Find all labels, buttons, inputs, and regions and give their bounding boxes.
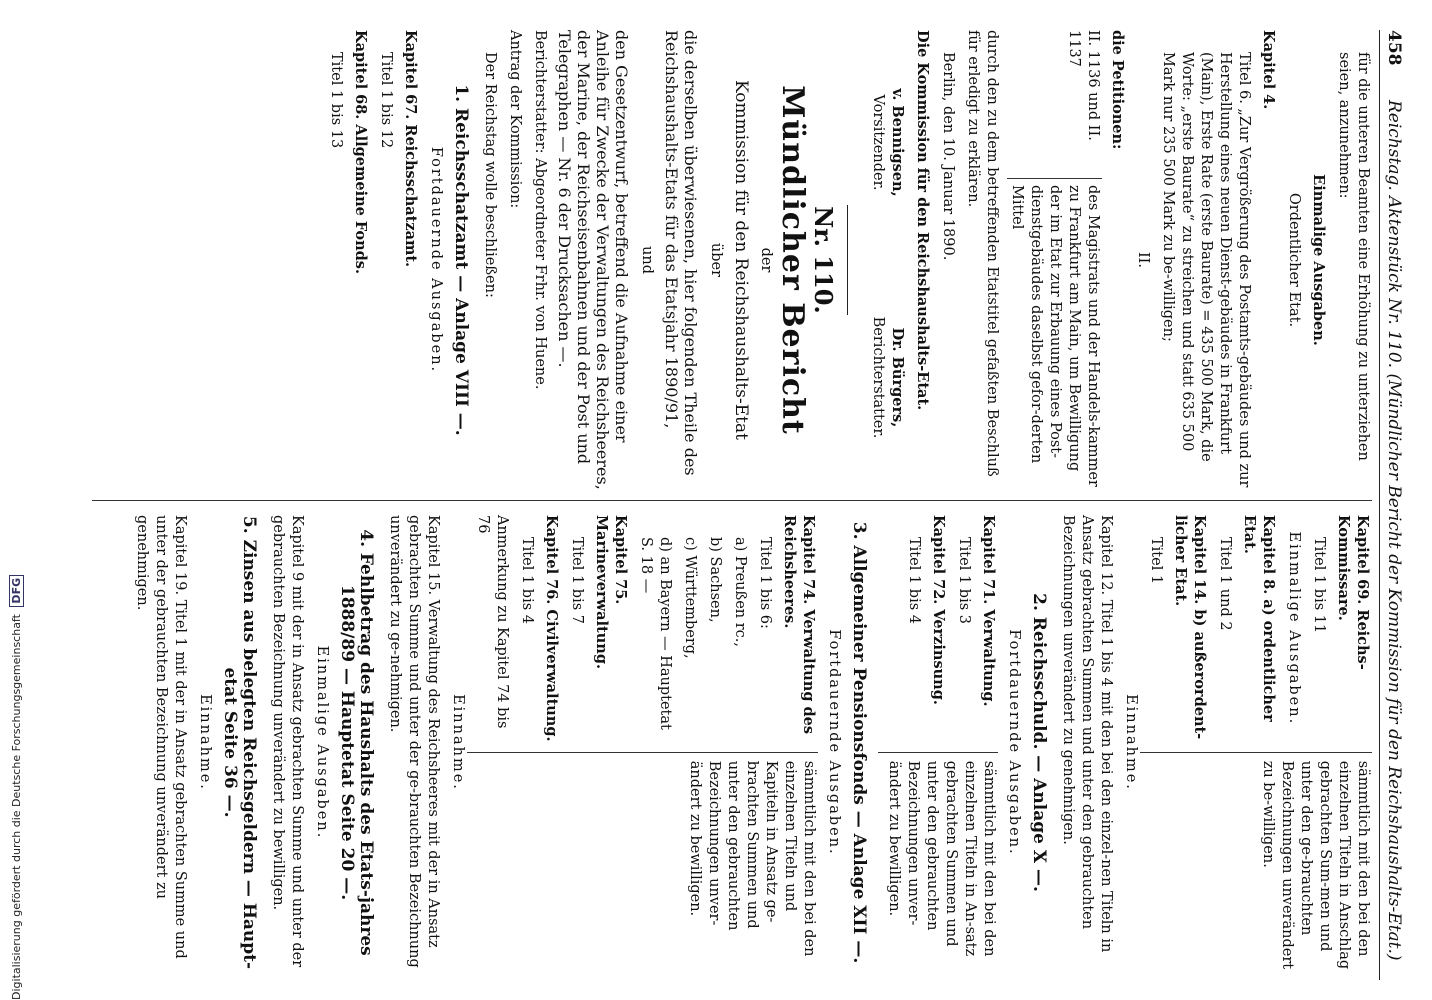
dfg-logo: DFG [9,575,24,607]
kapitel-71: Kapitel 71. Verwaltung. [980,515,997,707]
running-header [1380,30,1404,980]
section-1-heading: 1. Reichsschatzamt — Anlage VIII —. [451,84,471,436]
der-text: der [758,247,774,273]
kapitel-74-a: a) Preußen rc., [732,537,748,648]
kapitel-71-titel: Titel 1 bis 3 [956,537,972,624]
header-rule [1379,30,1380,980]
kapitel-74-d: d) an Bayern — Hauptetat S. 18 — [638,537,673,730]
fortdauernde-3: Fortdauernde Ausgaben. [826,629,842,856]
kapitel-8: Kapitel 8. a) ordentlicher Etat. [1241,515,1277,722]
chair-role: Vorsitzender. [870,94,886,191]
fortdauernde-2: Fortdauernde Ausgaben. [1006,629,1022,856]
einmalige-2: Einmalige Ausgaben. [1286,531,1302,726]
einnahme-2: Einnahme. [450,694,466,791]
einnahme-1: Einnahme. [1123,694,1139,791]
kapitel-4-text: Titel 6. „Zur Vergrößerung des Postamts-gebäudes und zur Herstellung eines neuen Dienst-gebäudes in Frankfurt (Main), Erste Rate (erste Baurate) = 435 500 Mark, die Worte: „erste Baurate“ zu streichen und statt 635 500 Mark nur 235 500 Mark zu be-willigen; [1160,52,1252,488]
haushaltsetat-text: die derselben überwiesenen, hier folgenden Theile des Reichshaushalts-Etats für das Etatsjahr 1890/91, [662,30,700,476]
kapitel-74-c: c) Württemberg, [682,537,698,659]
kapitel-74-76-resolution: sämmtlich mit den bei den einzelnen Titeln und Kapiteln in Ansatz ge-brachten Summen und unter den gebrauchten Bezeichnungen unver-ändert zu bewilligen. [687,760,817,957]
kapitel-14: Kapitel 14. b) außerordent-licher Etat. [1172,515,1208,740]
kapitel-75-titel: Titel 1 bis 7 [569,537,585,624]
kapitel-8-titel: Titel 1 und 2 [1217,537,1233,631]
petitionen-resolution: durch den zu dem betreffenden Etatstitel gefaßten Beschluß für erledigt zu erklären. [965,30,1000,477]
right-column [126,515,1372,970]
kapitel-71-72-resolution: sämmtlich mit den bei den einzelnen Titeln in An-satz gebrachten Summen und unter den gebrauchten Bezeichnungen unver-ändert zu bewilligen. [886,760,997,957]
section-4-heading: 4. Fehlbetrag des Haushalts des Etats-jahres 1888/89 — Hauptetat Seite 20 —. [337,529,376,956]
anmerkung: Anmerkung zu Kapitel 74 bis 76 [475,515,510,729]
reporter-role: Berichterstatter. [870,316,886,439]
ueber-text: über [708,242,724,278]
reporter-signature [868,265,907,490]
page-number: 458 [1384,30,1404,66]
gesetzentwurf-text: den Gesetzentwurf, betreffend die Aufnahme einer Anleihe für Zwecke der Verwaltungen des Reichsheeres, der Marine, der Reichseisenbahnen und der Post und Telegraphen — Nr. 6 der Drucksachen —. [555,30,631,490]
document-number: Nr. 110. [809,206,838,314]
kommission-signature: Die Kommission für den Reichshaushalts-Etat. [914,30,931,411]
kapitel-68: Kapitel 68. Allgemeine Fonds. [352,30,369,274]
berichterstatter-line: Berichterstatter: Abgeordneter Frhr. von Huene. [532,30,548,390]
section-2-heading: 2. Reichsschuld. — Anlage X —. [1029,593,1049,892]
kapitel-69-block [1140,515,1372,970]
einnahme-5: Einnahme. [197,694,213,791]
chair-name: v. Bennigsen, [889,88,906,197]
section-3-heading: 3. Allgemeiner Pensionsfonds — Anlage XII —. [849,521,869,964]
signatures [862,30,907,490]
kapitel-67: Kapitel 67. Reichsschatzamt. [402,30,419,268]
reporter-name: Dr. Bürgers, [889,327,906,428]
document-title: Mündlicher Bericht [775,85,810,435]
kapitel-74-76-block [467,515,818,970]
kapitel-72: Kapitel 72. Verzinsung. [930,515,947,705]
kapitel-9: Kapitel 9 mit der in Ansatz gebrachten Summe und unter der gebrauchten Bezeichnung unverändert zu bewilligen. [270,515,305,968]
heading-einmalige: Einmalige Ausgaben. [1310,174,1327,346]
left-column [320,30,1372,490]
kapitel-72-titel: Titel 1 bis 4 [906,537,922,624]
kapitel-76: Kapitel 76. Civilverwaltung. [543,515,560,742]
und-text: und [639,246,655,274]
heading-ordentlicher: Ordentlicher Etat. [1286,192,1302,328]
kapitel-67-titel: Titel 1 bis 12 [378,52,394,149]
kapitel-4-heading: Kapitel 4. [1260,30,1277,110]
kommission-title: Kommission für den Reichshaushalts-Etat [731,80,751,440]
roman-ii: II. [1135,251,1151,269]
kapitel-71-72-block [878,515,998,970]
petitionen-numbers: II. 1136 und II. 1137 [1066,30,1101,141]
digitization-text: Digitalisierung gefördert durch die Deutsche Forschungsgemeinschaft [10,614,23,1000]
petitionen-block [1001,30,1102,490]
kapitel-12: Kapitel 12. Titel 1 bis 4 mit den bei den einzel-nen Titeln in Ansatz gebrachten Summen und unter den gebrauchten Bezeichnungen unverändert zu genehmigen. [1060,515,1114,953]
fortdauernde-1: Fortdauernde Ausgaben. [428,146,444,374]
antrag-line: Antrag der Kommission: [507,30,523,209]
kapitel-15: Kapitel 15. Verwaltung des Reichsheeres mit der in Ansatz gebrachten Summe und unter der ge-brauchten Bezeichnung unverändert zu ge-nehmigen. [387,515,441,968]
kapitel-14-titel: Titel 1 [1148,537,1164,585]
kapitel-69-resolution: sämmtlich mit den bei den einzelnen Titeln in Anschlag gebrachten Sum-men und unter den ge-brauchten Bezeichnungen unverändert zu be-willigen. [1260,760,1371,970]
kapitel-19: Kapitel 19. Titel 1 mit der in Ansatz gebrachten Summe und unter der gebrauchten Bezeichnung unverändert zu genehmigen. [134,515,188,959]
kapitel-69-titel: Titel 1 bis 11 [1311,537,1327,634]
kapitel-74: Kapitel 74. Verwaltung des Reichsheeres. [781,515,817,735]
einmalige-4: Einmalige Ausgaben. [314,645,330,840]
chair-signature [868,30,907,255]
intro-text: für die unteren Beamten eine Erhöhung zu unterziehen seien, anzunehmen: [1336,52,1371,461]
kapitel-74-b: b) Sachsen, [707,537,723,623]
date-line: Berlin, den 10. Januar 1890. [940,52,956,261]
kapitel-74-titel: Titel 1 bis 6: [757,537,773,629]
kapitel-75: Kapitel 75. Marineverwaltung. [593,515,629,670]
kapitel-68-titel: Titel 1 bis 13 [328,52,344,149]
separator-rule [847,205,848,315]
kapitel-76-titel: Titel 1 bis 4 [519,537,535,624]
column-divider [92,500,1372,501]
header-text: Reichstag. Aktenstück Nr. 110. (Mündlicher Bericht der Kommission für den Reichshaushalts-Etat.) [1384,100,1404,961]
kapitel-69: Kapitel 69. Reichs-Kommissare. [1335,515,1371,670]
petitionen-heading: die Petitionen: [1109,30,1126,150]
section-5-heading: 5. Zinsen aus belegten Reichsgeldern — Haupt-etat Seite 36 —. [220,515,259,970]
petitionen-description: des Magistrats und der Handels-kammer zu Frankfurt am Main, um Bewilligung der im Etat zur Erbauung eines Post-dienstgebäudes daselbst gefor-derten Mittel [1007,178,1102,490]
reichstag-wolle: Der Reichstag wolle beschließen: [482,52,498,298]
